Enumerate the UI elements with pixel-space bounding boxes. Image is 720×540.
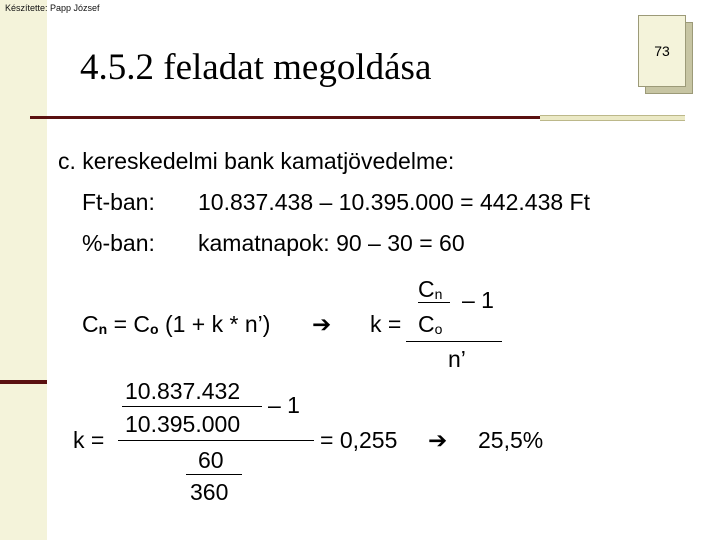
calc-numerator-bottom: 10.395.000: [125, 411, 241, 437]
calc-main-fraction-bar: [118, 440, 314, 441]
title-underline-dark: [30, 116, 540, 119]
calc-result: = 0,255: [320, 427, 398, 453]
slide-title: 4.5.2 feladat megoldása: [80, 47, 432, 88]
calc-arrow-icon: ➔: [428, 427, 448, 453]
author-caption: Készítette: Papp József: [5, 3, 100, 13]
calc-percent: 25,5%: [478, 427, 544, 453]
section-heading: c. kereskedelmi bank kamatjövedelme:: [58, 148, 455, 174]
ft-label: Ft-ban:: [82, 189, 155, 215]
slide-number-badge: [638, 15, 686, 87]
calc-denominator-fraction-bar: [186, 474, 242, 475]
pct-expression: kamatnapok: 90 – 30 = 60: [198, 230, 465, 256]
pct-label: %-ban:: [82, 230, 155, 256]
calc-k-equals: k =: [73, 427, 105, 453]
formula-main-fraction-bar: [406, 341, 502, 342]
calc-denominator-bottom: 360: [190, 479, 229, 505]
formula-lhs: $C_n = C_o$ (1 + k * n’): [82, 311, 271, 337]
formula-k-equals: k =: [370, 311, 402, 337]
calc-denominator-top: 60: [198, 447, 224, 473]
formula-arrow-icon: ➔: [312, 311, 332, 337]
formula-co-bottom: $C_o$: [418, 311, 443, 337]
left-band: [0, 0, 47, 540]
left-accent-bar: [0, 380, 47, 384]
calc-minus-one: – 1: [268, 392, 300, 418]
formula-inner-fraction-bar: [418, 302, 450, 303]
calc-numerator-top: 10.837.432: [125, 378, 241, 404]
calc-inner-fraction-bar: [122, 406, 262, 407]
formula-minus-one: – 1: [462, 287, 494, 313]
ft-expression: 10.837.438 – 10.395.000 = 442.438 Ft: [198, 189, 590, 215]
formula-n-prime: n’: [448, 346, 466, 372]
slide-number: 73: [654, 43, 670, 59]
title-underline-light: [540, 115, 685, 121]
formula-cn-top: $C_n$: [418, 276, 443, 302]
